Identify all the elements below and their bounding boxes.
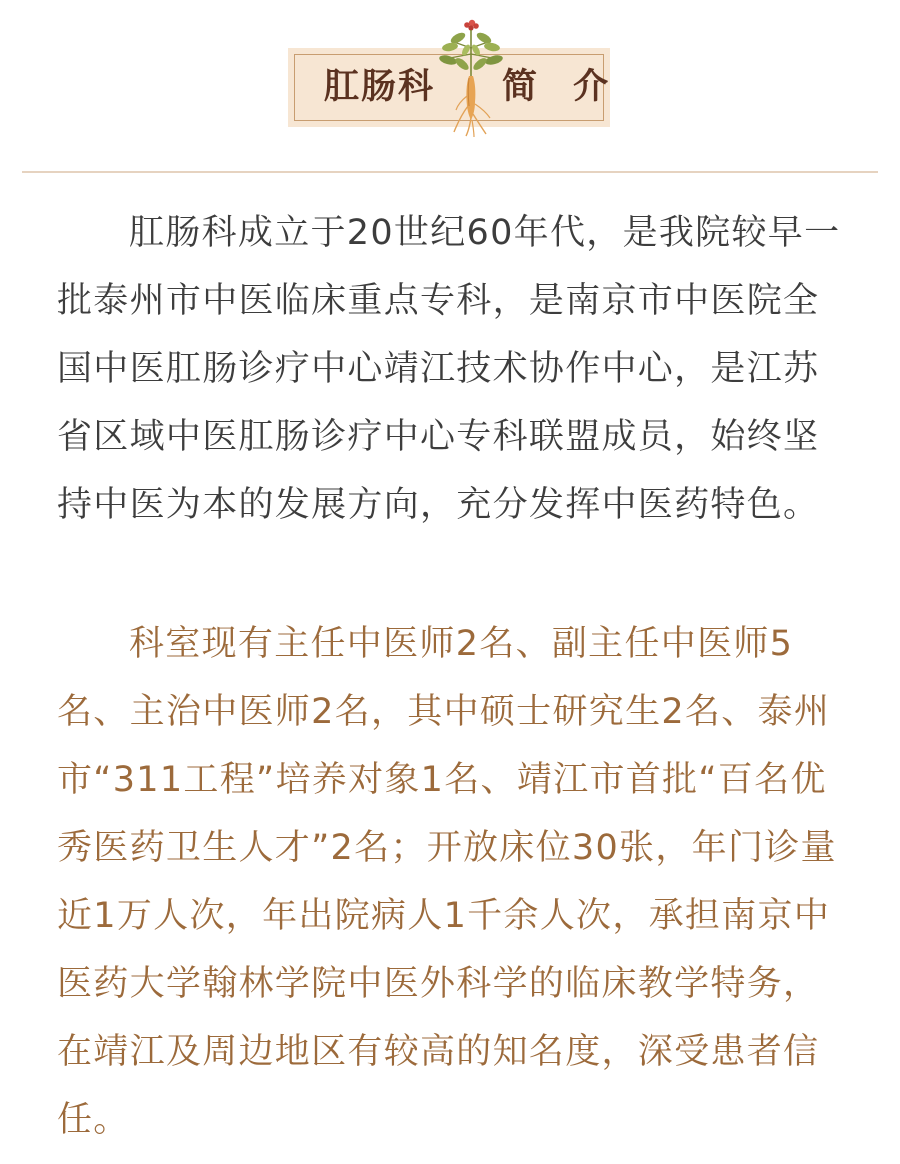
ginseng-icon [436,14,506,138]
staff-paragraph: 科室现有主任中医师2名、副主任中医师5名、主治中医师2名，其中硕士研究生2名、泰州市“311工程”培养对象1名、靖江市首批“百名优秀医药卫生人才”2名；开放床位30张，年门诊量近1万人次，年出院病人1千余人次，承担南京中医药大学翰林学院中医外科学的临床教学特务，在靖江及周边地区有较高的知名度，深受患者信任。 [57,624,837,1140]
title-left: 肛肠科 [324,67,436,107]
intro-paragraph: 肛肠科成立于20世纪60年代，是我院较早一批泰州市中医临床重点专科，是南京市中医院全国中医肛肠诊疗中心靖江技术协作中心，是江苏省区域中医肛肠诊疗中心专科联盟成员，始终坚持中医为本的发展方向，充分发挥中医药特色。 [57,213,841,525]
title-right: 简 介 [502,67,621,107]
section-divider [22,171,878,173]
